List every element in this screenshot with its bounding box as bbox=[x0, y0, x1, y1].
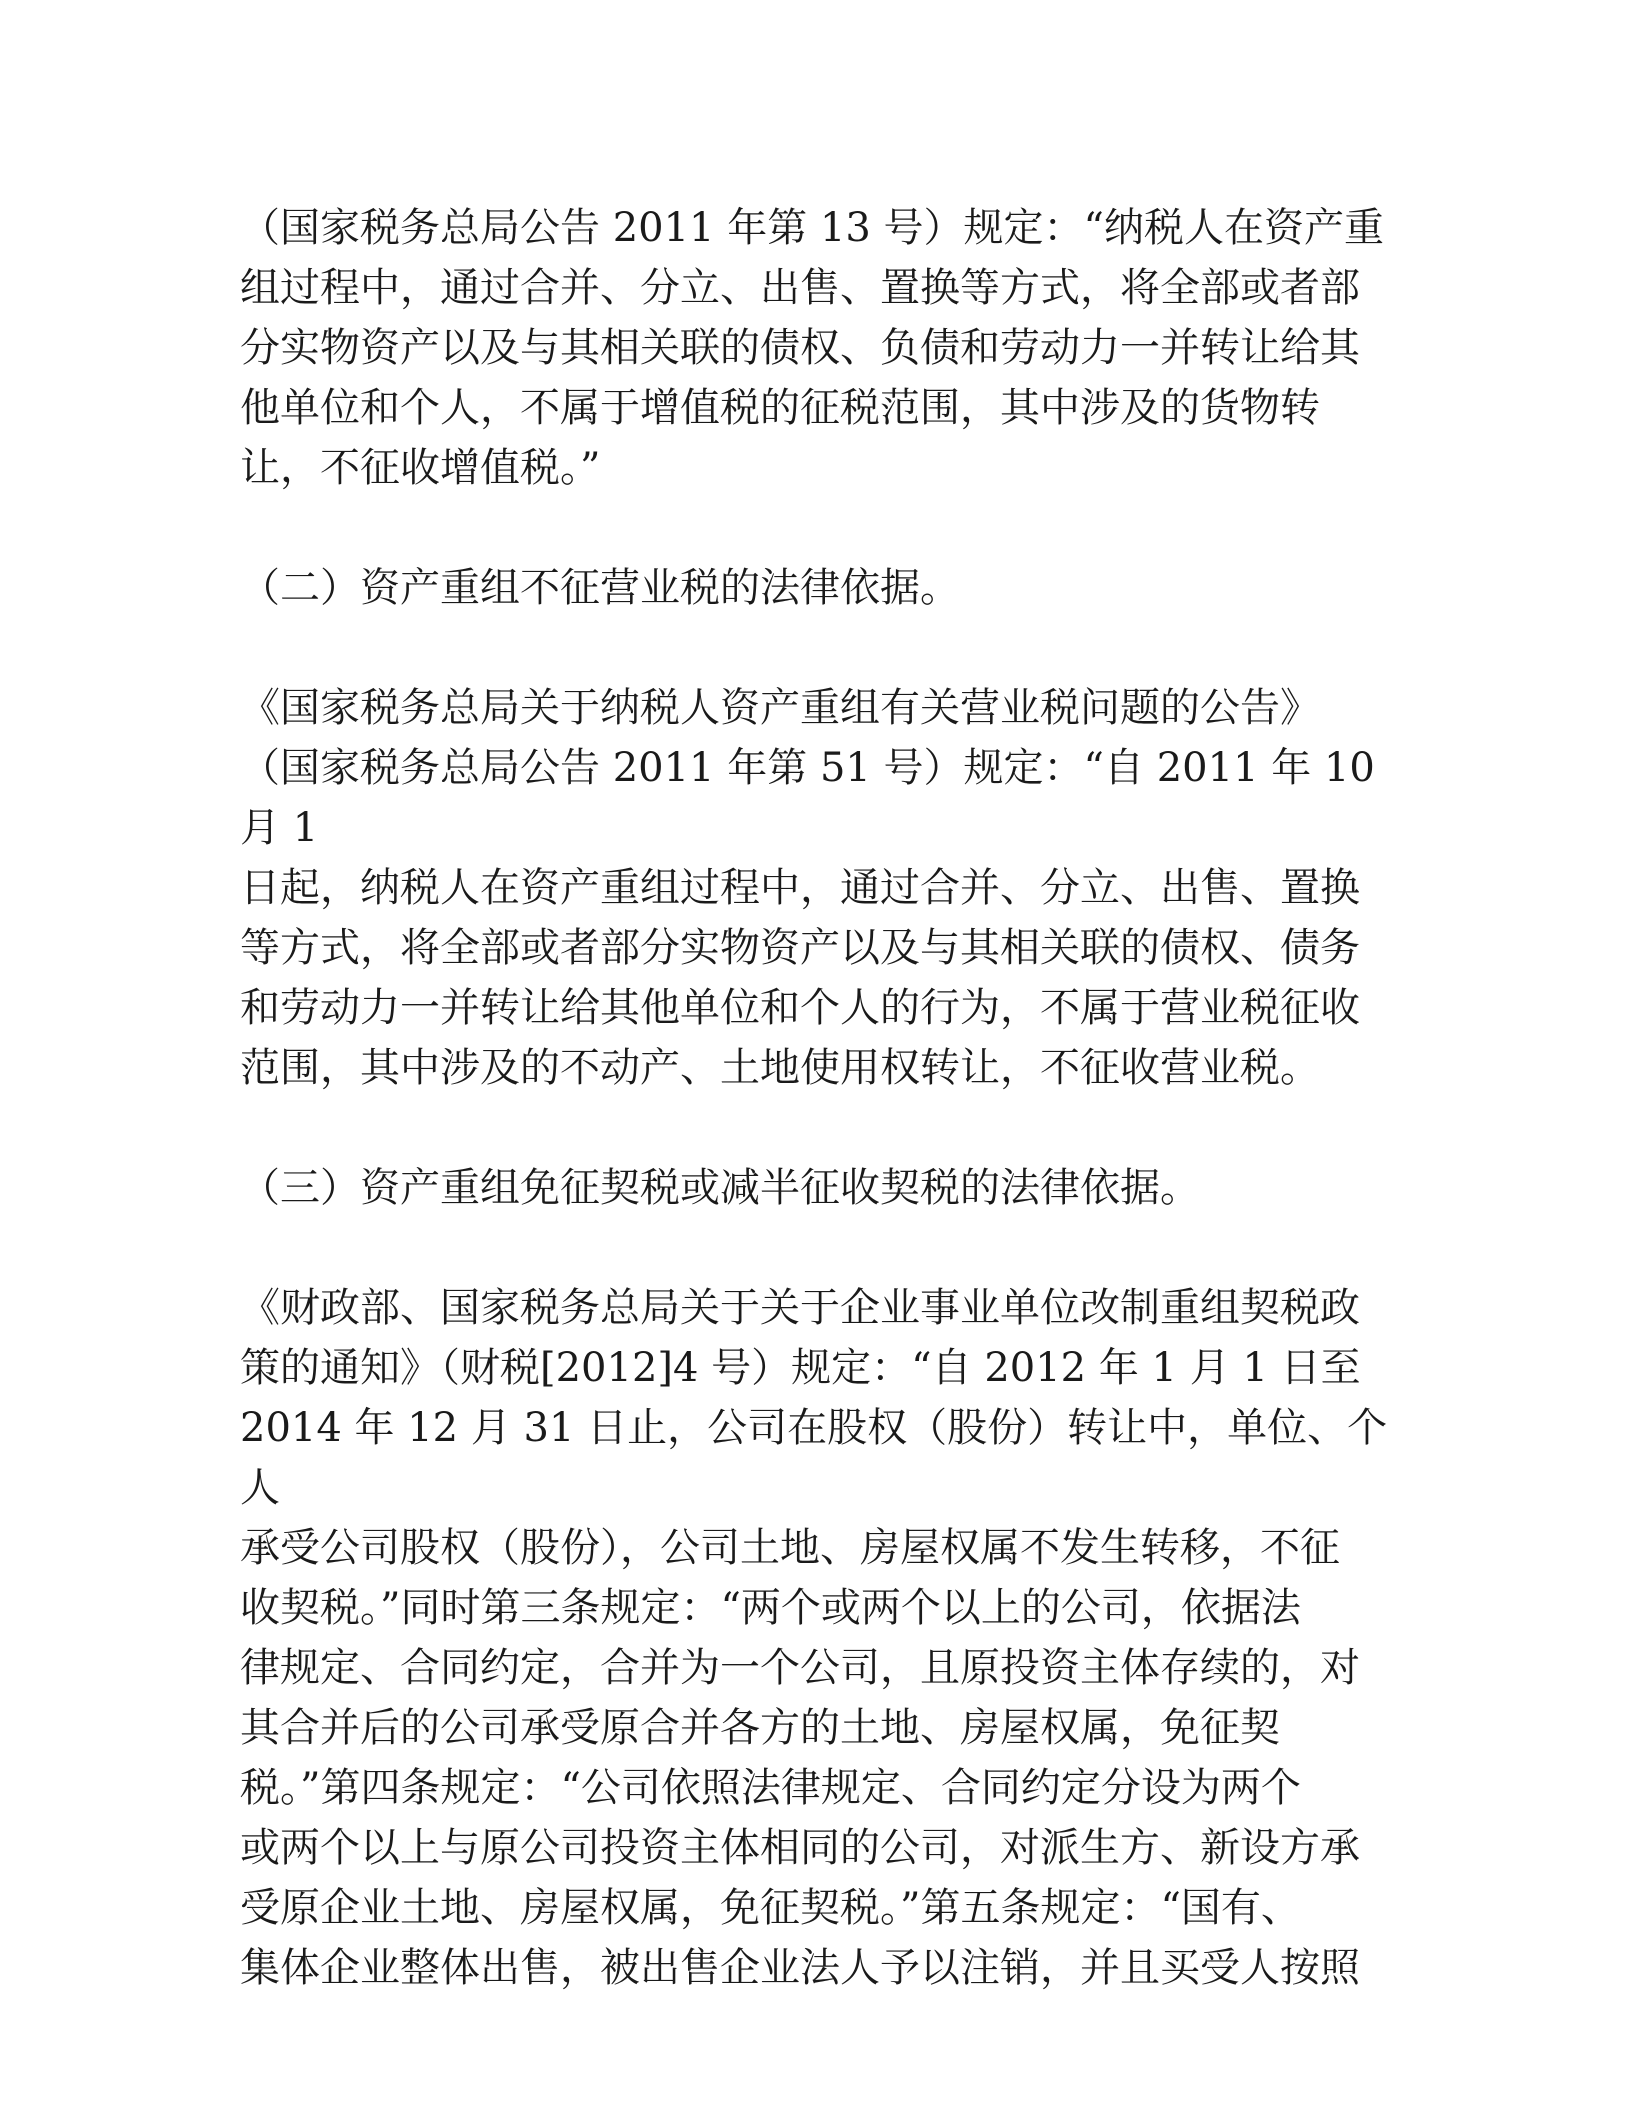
heading-business-tax-basis: （二）资产重组不征营业税的法律依据。 bbox=[240, 565, 960, 611]
paragraph-vat-basis: （国家税务总局公告 2011 年第 13 号）规定：“纳税人在资产重 组过程中，通过合并、分立、出售、置换等方式，将全部或者部 分实物资产以及与其相关联的债权、负债和劳动力一并转让给其 他单位和个人，不属于增值税的征税范围，其中涉及的货物转 让，不征收增值税。” bbox=[240, 205, 1385, 491]
paragraph-business-tax-basis: 《国家税务总局关于纳税人资产重组有关营业税问题的公告》 （国家税务总局公告 2011 年第 51 号）规定：“自 2011 年 10 月 1 日起，纳税人在资产重组过程中，通过合并、分立、出售、置换 等方式，将全部或者部分实物资产以及与其相关联的债权、债务 和劳动力一并转让给其他单位和个人的行为，不属于营业税征收 范围，其中涉及的不动产、土地使用权转让，不征收营业税。 bbox=[240, 685, 1375, 1091]
heading-deed-tax-basis: （三）资产重组免征契税或减半征收契税的法律依据。 bbox=[240, 1165, 1200, 1211]
paragraph-deed-tax-basis: 《财政部、国家税务总局关于关于企业事业单位改制重组契税政 策的通知》（财税[2012]4 号）规定：“自 2012 年 1 月 1 日至 2014 年 12 月 31 日止，公司在股权（股份）转让中，单位、个人 承受公司股权（股份），公司土地、房屋权属不发生转移，不征 收契税。”同时第三条规定：“两个或两个以上的公司，依据法 律规定、合同约定，合并为一个公司，且原投资主体存续的，对 其合并后的公司承受原合并各方的土地、房屋权属，免征契 税。”第四条规定：“公司依照法律规定、合同约定分设为两个 或两个以上与原公司投资主体相同的公司，对派生方、新设方承 受原企业土地、房屋权属，免征契税。”第五条规定：“国有、 集体企业整体出售，被出售企业法人予以注销，并且买受人按照 bbox=[240, 1285, 1388, 1991]
document-body bbox=[240, 198, 1390, 2058]
